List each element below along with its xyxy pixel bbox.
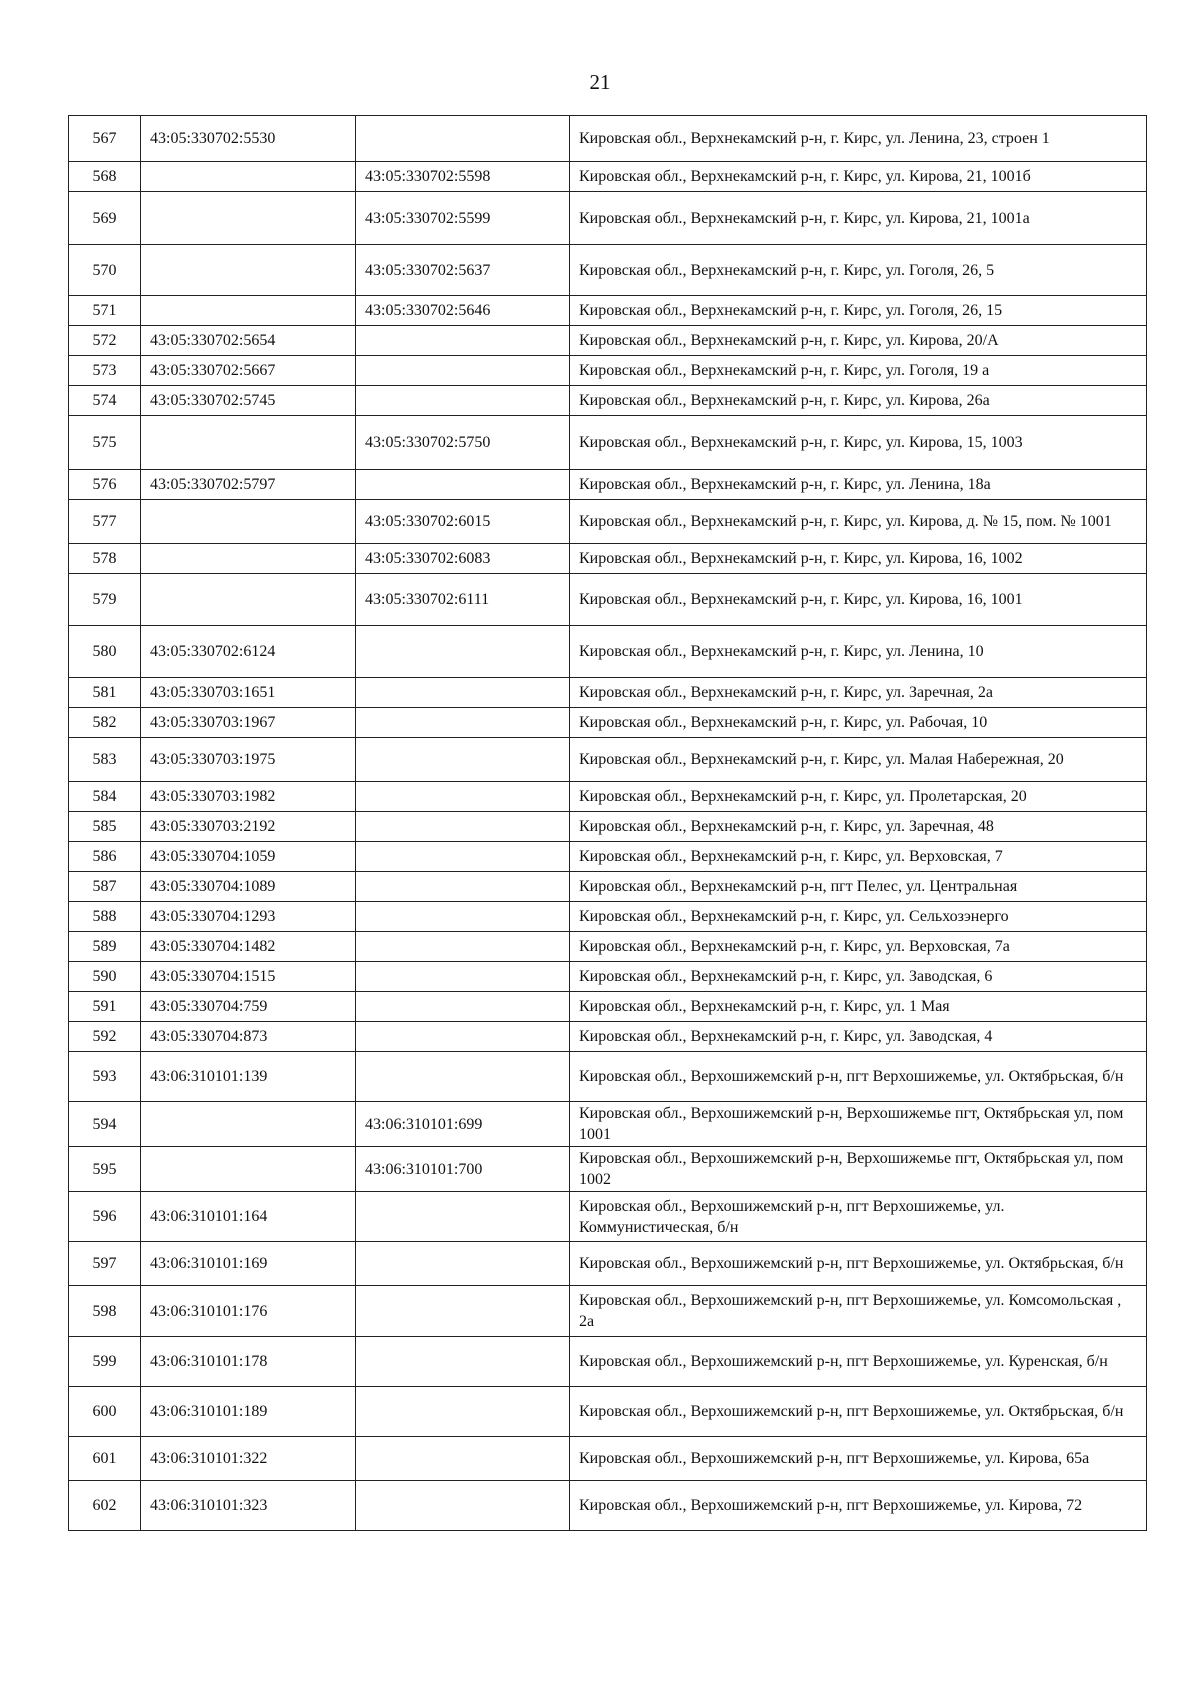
row-number-cell: 595: [69, 1147, 141, 1192]
row-number-cell: 569: [69, 192, 141, 245]
table-row: [69, 782, 1147, 812]
premises-cadastral-number-cell: [356, 470, 570, 500]
address-cell: Кировская обл., Верхнекамский р-н, г. Кирс, ул. Заречная, 48: [570, 812, 1147, 842]
row-number-cell: 582: [69, 708, 141, 738]
address-cell: Кировская обл., Верхнекамский р-н, г. Кирс, ул. Кирова, 20/А: [570, 326, 1147, 356]
address-cell: Кировская обл., Верхошижемский р-н, пгт Верхошижемье, ул. Коммунистическая, б/н: [570, 1192, 1147, 1242]
cadastral-number-cell: 43:06:310101:178: [141, 1337, 356, 1387]
cadastral-number-cell: 43:05:330703:1982: [141, 782, 356, 812]
cadastral-number-cell: 43:06:310101:164: [141, 1192, 356, 1242]
address-cell: Кировская обл., Верхошижемский р-н, пгт Верхошижемье, ул. Куренская, б/н: [570, 1337, 1147, 1387]
premises-cadastral-number-cell: [356, 872, 570, 902]
row-number-cell: 600: [69, 1387, 141, 1437]
row-number-cell: 579: [69, 574, 141, 626]
registry-table-body: [69, 116, 1147, 1531]
table-row: [69, 296, 1147, 326]
premises-cadastral-number-cell: [356, 708, 570, 738]
premises-cadastral-number-cell: [356, 992, 570, 1022]
row-number-cell: 574: [69, 386, 141, 416]
row-number-cell: 593: [69, 1052, 141, 1102]
table-row: [69, 812, 1147, 842]
row-number-cell: 590: [69, 962, 141, 992]
table-row: [69, 1147, 1147, 1192]
address-cell: Кировская обл., Верхошижемский р-н, пгт Верхошижемье, ул. Комсомольская , 2а: [570, 1286, 1147, 1337]
row-number-cell: 599: [69, 1337, 141, 1387]
row-number-cell: 576: [69, 470, 141, 500]
cadastral-number-cell: 43:05:330704:1482: [141, 932, 356, 962]
address-cell: Кировская обл., Верхнекамский р-н, г. Кирс, ул. Заречная, 2а: [570, 678, 1147, 708]
cadastral-number-cell: 43:05:330703:1651: [141, 678, 356, 708]
table-row: [69, 245, 1147, 296]
premises-cadastral-number-cell: [356, 1022, 570, 1052]
table-row: [69, 192, 1147, 245]
premises-cadastral-number-cell: [356, 962, 570, 992]
row-number-cell: 572: [69, 326, 141, 356]
row-number-cell: 578: [69, 544, 141, 574]
cadastral-number-cell: 43:05:330704:1089: [141, 872, 356, 902]
cadastral-number-cell: [141, 574, 356, 626]
address-cell: Кировская обл., Верхошижемский р-н, Верхошижемье пгт, Октябрьская ул, пом 1001: [570, 1102, 1147, 1147]
premises-cadastral-number-cell: 43:05:330702:5599: [356, 192, 570, 245]
premises-cadastral-number-cell: [356, 1286, 570, 1337]
address-cell: Кировская обл., Верхошижемский р-н, пгт Верхошижемье, ул. Октябрьская, б/н: [570, 1242, 1147, 1286]
row-number-cell: 583: [69, 738, 141, 782]
premises-cadastral-number-cell: [356, 812, 570, 842]
cadastral-number-cell: [141, 162, 356, 192]
premises-cadastral-number-cell: [356, 678, 570, 708]
table-row: [69, 162, 1147, 192]
address-cell: Кировская обл., Верхнекамский р-н, г. Кирс, ул. Ленина, 10: [570, 626, 1147, 678]
cadastral-number-cell: 43:06:310101:169: [141, 1242, 356, 1286]
premises-cadastral-number-cell: 43:05:330702:6083: [356, 544, 570, 574]
address-cell: Кировская обл., Верхнекамский р-н, г. Кирс, ул. Пролетарская, 20: [570, 782, 1147, 812]
premises-cadastral-number-cell: [356, 326, 570, 356]
row-number-cell: 584: [69, 782, 141, 812]
address-cell: Кировская обл., Верхнекамский р-н, г. Кирс, ул. Кирова, 21, 1001а: [570, 192, 1147, 245]
premises-cadastral-number-cell: 43:05:330702:5637: [356, 245, 570, 296]
table-row: [69, 1337, 1147, 1387]
premises-cadastral-number-cell: 43:05:330702:5646: [356, 296, 570, 326]
row-number-cell: 581: [69, 678, 141, 708]
row-number-cell: 586: [69, 842, 141, 872]
premises-cadastral-number-cell: [356, 626, 570, 678]
premises-cadastral-number-cell: [356, 1437, 570, 1481]
address-cell: Кировская обл., Верхнекамский р-н, г. Кирс, ул. Сельхозэнерго: [570, 902, 1147, 932]
premises-cadastral-number-cell: [356, 902, 570, 932]
cadastral-number-cell: 43:06:310101:322: [141, 1437, 356, 1481]
table-row: [69, 678, 1147, 708]
row-number-cell: 585: [69, 812, 141, 842]
table-row: [69, 470, 1147, 500]
cadastral-number-cell: 43:05:330704:873: [141, 1022, 356, 1052]
table-row: [69, 1286, 1147, 1337]
premises-cadastral-number-cell: [356, 738, 570, 782]
cadastral-number-cell: 43:05:330703:1967: [141, 708, 356, 738]
cadastral-number-cell: 43:05:330702:5667: [141, 356, 356, 386]
row-number-cell: 568: [69, 162, 141, 192]
address-cell: Кировская обл., Верхнекамский р-н, г. Кирс, ул. Ленина, 18а: [570, 470, 1147, 500]
row-number-cell: 596: [69, 1192, 141, 1242]
cadastral-number-cell: 43:05:330704:759: [141, 992, 356, 1022]
table-row: [69, 962, 1147, 992]
premises-cadastral-number-cell: 43:05:330702:6015: [356, 500, 570, 544]
cadastral-number-cell: [141, 544, 356, 574]
row-number-cell: 575: [69, 416, 141, 470]
address-cell: Кировская обл., Верхнекамский р-н, г. Кирс, ул. Заводская, 6: [570, 962, 1147, 992]
row-number-cell: 588: [69, 902, 141, 932]
address-cell: Кировская обл., Верхнекамский р-н, г. Кирс, ул. Кирова, 21, 1001б: [570, 162, 1147, 192]
row-number-cell: 592: [69, 1022, 141, 1052]
premises-cadastral-number-cell: [356, 386, 570, 416]
table-row: [69, 544, 1147, 574]
premises-cadastral-number-cell: 43:05:330702:5598: [356, 162, 570, 192]
row-number-cell: 589: [69, 932, 141, 962]
table-row: [69, 116, 1147, 162]
cadastral-number-cell: 43:05:330702:5530: [141, 116, 356, 162]
address-cell: Кировская обл., Верхнекамский р-н, г. Кирс, ул. Кирова, 16, 1001: [570, 574, 1147, 626]
cadastral-number-cell: 43:05:330704:1515: [141, 962, 356, 992]
cadastral-number-cell: [141, 416, 356, 470]
address-cell: Кировская обл., Верхнекамский р-н, г. Кирс, ул. Гоголя, 19 а: [570, 356, 1147, 386]
cadastral-number-cell: 43:05:330702:6124: [141, 626, 356, 678]
premises-cadastral-number-cell: [356, 1242, 570, 1286]
table-row: [69, 992, 1147, 1022]
row-number-cell: 570: [69, 245, 141, 296]
table-row: [69, 1022, 1147, 1052]
premises-cadastral-number-cell: [356, 1481, 570, 1531]
address-cell: Кировская обл., Верхнекамский р-н, г. Кирс, ул. Заводская, 4: [570, 1022, 1147, 1052]
premises-cadastral-number-cell: [356, 1052, 570, 1102]
address-cell: Кировская обл., Верхнекамский р-н, г. Кирс, ул. Гоголя, 26, 15: [570, 296, 1147, 326]
premises-cadastral-number-cell: [356, 1192, 570, 1242]
table-row: [69, 842, 1147, 872]
row-number-cell: 587: [69, 872, 141, 902]
address-cell: Кировская обл., Верхнекамский р-н, г. Кирс, ул. Рабочая, 10: [570, 708, 1147, 738]
premises-cadastral-number-cell: [356, 932, 570, 962]
premises-cadastral-number-cell: [356, 1337, 570, 1387]
row-number-cell: 601: [69, 1437, 141, 1481]
cadastral-number-cell: [141, 1102, 356, 1147]
cadastral-number-cell: 43:06:310101:189: [141, 1387, 356, 1437]
table-row: [69, 1242, 1147, 1286]
cadastral-number-cell: [141, 296, 356, 326]
cadastral-number-cell: [141, 1147, 356, 1192]
premises-cadastral-number-cell: [356, 782, 570, 812]
cadastral-number-cell: 43:05:330702:5745: [141, 386, 356, 416]
page-number: 21: [589, 70, 611, 94]
cadastral-number-cell: 43:05:330704:1059: [141, 842, 356, 872]
table-row: [69, 1102, 1147, 1147]
address-cell: Кировская обл., Верхнекамский р-н, г. Кирс, ул. 1 Мая: [570, 992, 1147, 1022]
address-cell: Кировская обл., Верхнекамский р-н, г. Кирс, ул. Гоголя, 26, 5: [570, 245, 1147, 296]
address-cell: Кировская обл., Верхошижемский р-н, пгт Верхошижемье, ул. Октябрьская, б/н: [570, 1387, 1147, 1437]
address-cell: Кировская обл., Верхнекамский р-н, г. Кирс, ул. Верховская, 7: [570, 842, 1147, 872]
table-row: [69, 708, 1147, 738]
premises-cadastral-number-cell: 43:05:330702:5750: [356, 416, 570, 470]
premises-cadastral-number-cell: [356, 842, 570, 872]
premises-cadastral-number-cell: 43:06:310101:700: [356, 1147, 570, 1192]
address-cell: Кировская обл., Верхнекамский р-н, г. Кирс, ул. Кирова, 26а: [570, 386, 1147, 416]
table-row: [69, 1437, 1147, 1481]
table-row: [69, 416, 1147, 470]
cadastral-number-cell: [141, 192, 356, 245]
address-cell: Кировская обл., Верхнекамский р-н, пгт Пелес, ул. Центральная: [570, 872, 1147, 902]
address-cell: Кировская обл., Верхошижемский р-н, пгт Верхошижемье, ул. Октябрьская, б/н: [570, 1052, 1147, 1102]
premises-cadastral-number-cell: 43:05:330702:6111: [356, 574, 570, 626]
cadastral-number-cell: 43:05:330704:1293: [141, 902, 356, 932]
cadastral-number-cell: 43:05:330703:2192: [141, 812, 356, 842]
address-cell: Кировская обл., Верхошижемский р-н, пгт Верхошижемье, ул. Кирова, 72: [570, 1481, 1147, 1531]
address-cell: Кировская обл., Верхошижемский р-н, пгт Верхошижемье, ул. Кирова, 65а: [570, 1437, 1147, 1481]
table-row: [69, 932, 1147, 962]
table-row: [69, 902, 1147, 932]
table-row: [69, 500, 1147, 544]
table-row: [69, 1052, 1147, 1102]
cadastral-number-cell: [141, 245, 356, 296]
row-number-cell: 597: [69, 1242, 141, 1286]
table-row: [69, 356, 1147, 386]
row-number-cell: 571: [69, 296, 141, 326]
cadastral-number-cell: [141, 500, 356, 544]
cadastral-number-cell: 43:06:310101:139: [141, 1052, 356, 1102]
table-row: [69, 738, 1147, 782]
address-cell: Кировская обл., Верхнекамский р-н, г. Кирс, ул. Кирова, 16, 1002: [570, 544, 1147, 574]
table-row: [69, 386, 1147, 416]
row-number-cell: 573: [69, 356, 141, 386]
table-row: [69, 574, 1147, 626]
table-row: [69, 1481, 1147, 1531]
registry-table: [68, 115, 1147, 1531]
table-row: [69, 626, 1147, 678]
address-cell: Кировская обл., Верхнекамский р-н, г. Кирс, ул. Кирова, д. № 15, пом. № 1001: [570, 500, 1147, 544]
row-number-cell: 577: [69, 500, 141, 544]
address-cell: Кировская обл., Верхошижемский р-н, Верхошижемье пгт, Октябрьская ул, пом 1002: [570, 1147, 1147, 1192]
row-number-cell: 598: [69, 1286, 141, 1337]
address-cell: Кировская обл., Верхнекамский р-н, г. Кирс, ул. Малая Набережная, 20: [570, 738, 1147, 782]
cadastral-number-cell: 43:06:310101:176: [141, 1286, 356, 1337]
table-row: [69, 1387, 1147, 1437]
premises-cadastral-number-cell: [356, 116, 570, 162]
premises-cadastral-number-cell: [356, 356, 570, 386]
cadastral-number-cell: 43:05:330703:1975: [141, 738, 356, 782]
row-number-cell: 594: [69, 1102, 141, 1147]
address-cell: Кировская обл., Верхнекамский р-н, г. Кирс, ул. Верховская, 7а: [570, 932, 1147, 962]
row-number-cell: 580: [69, 626, 141, 678]
row-number-cell: 567: [69, 116, 141, 162]
table-row: [69, 872, 1147, 902]
cadastral-number-cell: 43:05:330702:5654: [141, 326, 356, 356]
table-row: [69, 1192, 1147, 1242]
premises-cadastral-number-cell: [356, 1387, 570, 1437]
cadastral-number-cell: 43:06:310101:323: [141, 1481, 356, 1531]
premises-cadastral-number-cell: 43:06:310101:699: [356, 1102, 570, 1147]
row-number-cell: 602: [69, 1481, 141, 1531]
cadastral-number-cell: 43:05:330702:5797: [141, 470, 356, 500]
address-cell: Кировская обл., Верхнекамский р-н, г. Кирс, ул. Ленина, 23, строен 1: [570, 116, 1147, 162]
address-cell: Кировская обл., Верхнекамский р-н, г. Кирс, ул. Кирова, 15, 1003: [570, 416, 1147, 470]
row-number-cell: 591: [69, 992, 141, 1022]
table-row: [69, 326, 1147, 356]
